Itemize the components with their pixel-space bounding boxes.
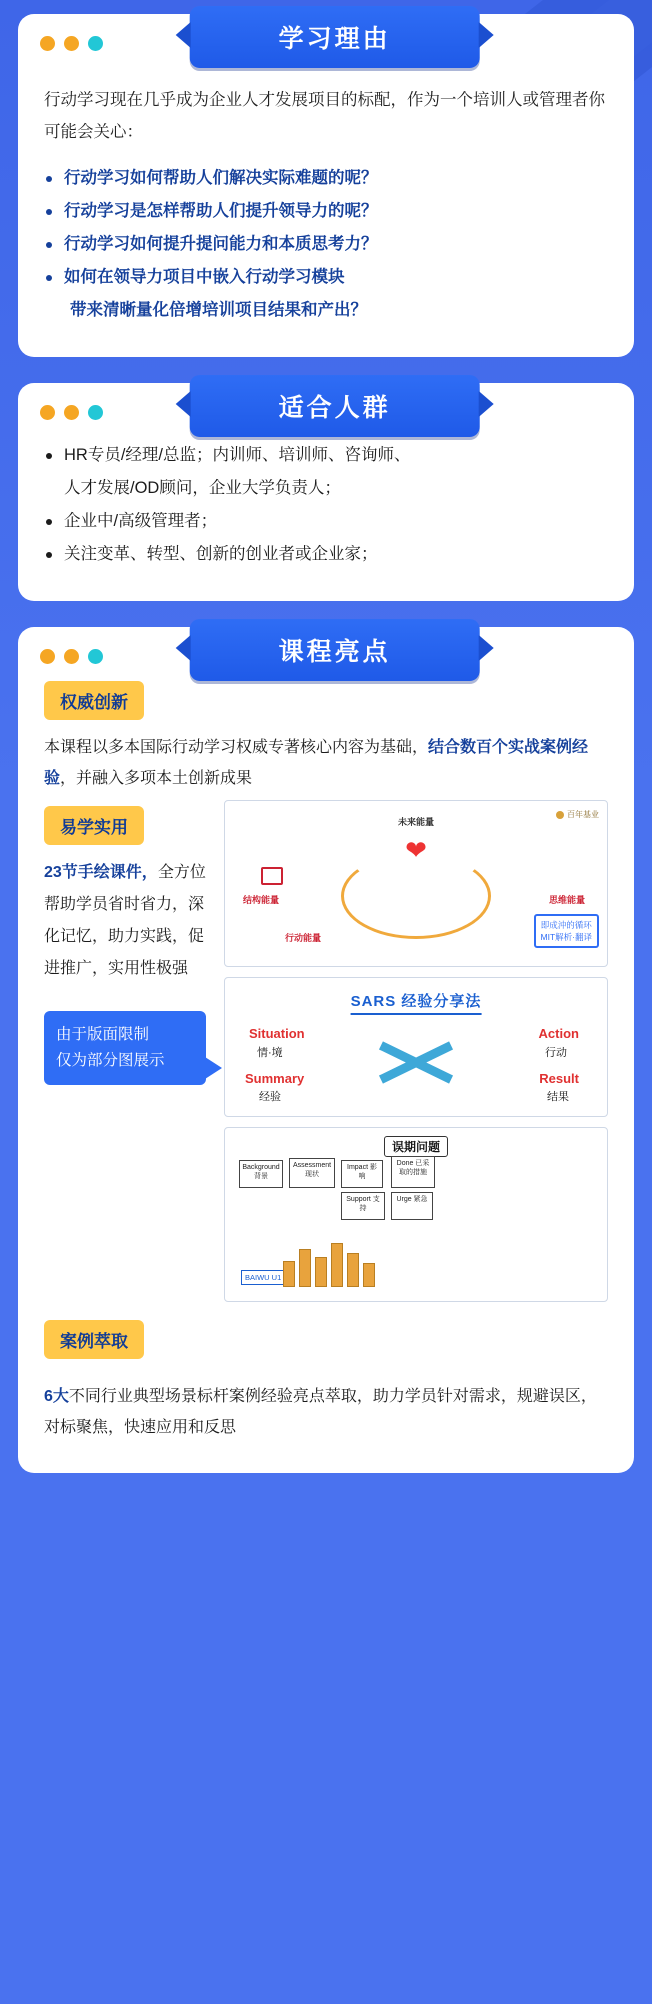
courseware-image-energy-cycle [224, 800, 608, 967]
card-title-study-reason: 学习理由 [278, 25, 391, 53]
card-banner-3 [190, 619, 480, 681]
study-reason-intro: 行动学习现在几乎成为企业人才发展项目的标配，作为一个培训人或管理者你可能会关心： [44, 91, 605, 141]
problem-notes-title: 误期问题 [384, 1136, 448, 1157]
window-dot-teal-icon [88, 649, 103, 664]
window-dots-3 [40, 649, 103, 664]
energy-label-structure: 结构能量 [243, 895, 280, 905]
layout-limit-callout [44, 1011, 206, 1085]
card-study-reason [18, 14, 634, 357]
card-banner-1 [190, 6, 480, 68]
highlight-paragraph-authority [44, 732, 608, 794]
study-reason-bullet-list [44, 162, 608, 327]
bar [315, 1257, 327, 1287]
bar [331, 1243, 343, 1287]
sars-quadrant-summary-en: Summary [245, 1071, 305, 1086]
highlight-screenshots-column [224, 800, 608, 1302]
bullet-line-1: 行动学习如何帮助人们解决实际难题的呢？ [64, 169, 378, 187]
window-dot-teal-icon [88, 405, 103, 420]
sars-quadrant-result-zh: 结果 [547, 1091, 569, 1103]
card-target-audience [18, 383, 634, 601]
window-dot-orange-icon [64, 649, 79, 664]
sticky-note-background: Background 背景 [239, 1160, 283, 1188]
window-dots-2 [40, 405, 103, 420]
house-icon [261, 867, 283, 885]
sars-quadrant-result-en: Result [539, 1071, 579, 1086]
sticky-note-support: Support 支持 [341, 1192, 385, 1220]
highlight-left-column [44, 800, 210, 1302]
sticky-note-urge: Urge 紧急 [391, 1192, 433, 1220]
heart-icon: ❤ [405, 835, 427, 865]
target-audience-list [44, 439, 608, 571]
window-dot-orange-icon [64, 405, 79, 420]
para-part-a: 本课程以多本国际行动学习权威专著核心内容为基础， [44, 739, 429, 756]
list-item [44, 505, 608, 538]
bar-chart-graphic [283, 1243, 375, 1287]
list-item [44, 261, 608, 327]
sars-quadrant-summary-zh: 经验 [259, 1091, 281, 1103]
card-title-course-highlights: 课程亮点 [278, 638, 391, 666]
window-dot-orange-icon [40, 36, 55, 51]
bullet-line-2: 带来清晰量化倍增培训项目结果和产出？ [70, 301, 367, 319]
card-course-highlights [18, 627, 634, 1473]
note-box-line-2: MIT解析·翻译 [540, 932, 592, 942]
sticky-note-done: Done 已采取的措施 [391, 1156, 435, 1188]
list-item [44, 228, 608, 261]
courseware-image-sars-method [224, 977, 608, 1117]
window-dot-teal-icon [88, 36, 103, 51]
card-banner-2 [190, 375, 480, 437]
left-text-rest: 全方位帮助学员省时省力，深化记忆，助力实践，促进推广，实用性极强 [44, 864, 206, 977]
flag-label: BAIWU U1 [241, 1270, 285, 1285]
callout-line-1: 由于版面限制 [56, 1026, 150, 1043]
list-item [44, 162, 608, 195]
para-part-c: ，并融入多项本土创新成果 [60, 770, 253, 787]
highlight-tag-case-extraction: 案例萃取 [44, 1320, 144, 1359]
window-dots-1 [40, 36, 103, 51]
para-part-emphasis: 结合数百个实战案例经验 [44, 739, 589, 787]
bullet-line-1: HR专员/经理/总监；内训师、培训师、咨询师、 [64, 446, 411, 464]
sticky-note-assessment: Assessment 现状 [289, 1158, 335, 1188]
energy-label-thinking: 思维能量 [548, 895, 585, 905]
list-item [44, 195, 608, 228]
highlight-tag-easy-learn: 易学实用 [44, 806, 144, 845]
callout-line-2: 仅为部分图展示 [56, 1052, 165, 1069]
bullet-line-1: 行动学习如何提升提问能力和本质思考力？ [64, 235, 378, 253]
highlight-easy-learn-row [44, 800, 608, 1302]
sars-quadrant-action-en: Action [538, 1026, 579, 1041]
energy-label-future: 未来能量 [397, 817, 435, 827]
window-dot-orange-icon [64, 36, 79, 51]
sars-quadrant-action-zh: 行动 [545, 1047, 567, 1059]
bar [283, 1261, 295, 1287]
list-item [44, 538, 608, 571]
list-item [44, 439, 608, 505]
cross-arrows-graphic [383, 1034, 449, 1090]
sars-quadrant-situation-en: Situation [249, 1026, 305, 1041]
bar [299, 1249, 311, 1287]
note-box-line-1: 即成沖的循环 [540, 920, 592, 930]
bullet-line-1: 行动学习是怎样帮助人们提升领导力的呢？ [64, 202, 378, 220]
bullet-line-1: 企业中/高级管理者； [64, 512, 218, 530]
sars-title: SARS 经验分享法 [351, 990, 482, 1015]
highlight-tag-authority: 权威创新 [44, 681, 144, 720]
highlight-paragraph-case-extraction [44, 1381, 608, 1443]
window-dot-orange-icon [40, 405, 55, 420]
bullet-line-2: 人才发展/OD顾问，企业大学负责人； [64, 479, 341, 497]
bullet-line-1: 关注变革、转型、创新的创业者或企业家； [64, 545, 378, 563]
sticky-note-impact: Impact 影响 [341, 1160, 383, 1188]
cycle-arrow-arc [341, 853, 491, 939]
brand-name: 百年基业 [567, 810, 599, 819]
case-text: 不同行业典型场景标杆案例经验亮点萃取，助力学员针对需求，规避误区，对标聚焦，快速应用和反思 [44, 1388, 597, 1436]
bullet-line-1: 如何在领导力项目中嵌入行动学习模块 [64, 268, 345, 286]
highlight-left-text [44, 857, 210, 985]
energy-label-action: 行动能量 [285, 933, 322, 943]
bar [363, 1263, 375, 1287]
case-count: 6大 [44, 1388, 69, 1405]
card-title-target-audience: 适合人群 [278, 394, 391, 422]
window-dot-orange-icon [40, 649, 55, 664]
bar [347, 1253, 359, 1287]
left-text-strong: 23节手绘课件， [44, 864, 158, 881]
brand-dot-icon [556, 811, 564, 819]
sars-quadrant-situation-zh: 情·境 [257, 1047, 283, 1059]
brand-watermark [556, 809, 599, 820]
note-box-blue [534, 914, 599, 948]
courseware-image-problem-notes [224, 1127, 608, 1302]
